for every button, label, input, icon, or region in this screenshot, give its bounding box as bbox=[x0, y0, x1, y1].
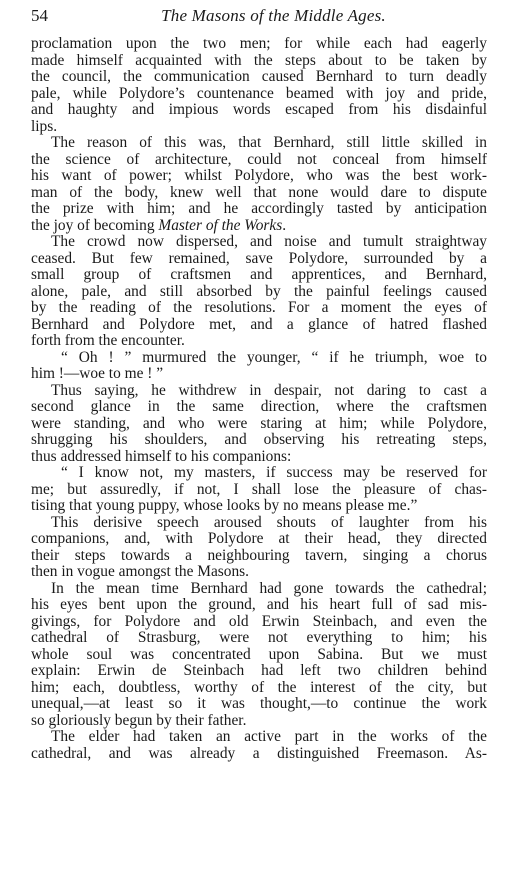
text-line: him !—woe to me ! ” bbox=[31, 365, 164, 382]
running-title: The Masons of the Middle Ages. bbox=[161, 6, 386, 25]
text-line: the prize with him; and he accordingly tasted by anticipation bbox=[31, 200, 487, 217]
text-line: ceased. But few remained, save Polydore, surrounded by a bbox=[31, 249, 487, 267]
text-line: thus addressed himself to his companions: bbox=[31, 447, 292, 465]
text-line: companions, and, with Polydore at their head, they directed bbox=[31, 530, 487, 547]
text-line: givings, for Polydore and old Erwin Steinbach, and even the bbox=[31, 612, 487, 630]
text-line: and haughty and impious words escaped from his disdainful bbox=[31, 101, 487, 118]
text-line: cathedral, and was already a distinguished Freemason. As- bbox=[31, 744, 487, 762]
text-segment: the joy of becoming bbox=[31, 216, 159, 234]
text-line: forth from the encounter. bbox=[31, 332, 185, 349]
text-line: The crowd now dispersed, and noise and tumult straightway bbox=[51, 233, 487, 250]
text-line: the council, the communication caused Bernhard to turn deadly bbox=[31, 68, 487, 85]
text-line: Bernhard and Polydore met, and a glance of hatred flashed bbox=[31, 315, 487, 333]
text-line: shrugging his shoulders, and observing his retreating steps, bbox=[31, 431, 487, 448]
text-line: his want of power; whilst Polydore, who was the best work- bbox=[31, 167, 487, 184]
text-line: unequal,—at least so it was thought,—to continue the work bbox=[31, 695, 487, 712]
text-line: lips. bbox=[31, 117, 58, 135]
text-line: small group of craftsmen and apprentices, and Bernhard, bbox=[31, 266, 487, 283]
italic-phrase: Master of the Works bbox=[158, 216, 283, 234]
running-head bbox=[31, 6, 486, 28]
text-line: the science of architecture, could not conceal from himself bbox=[31, 150, 487, 168]
text-line: by the reading of the resolutions. For a moment the eyes of bbox=[31, 299, 487, 316]
text-line bbox=[31, 218, 487, 235]
text-line: The reason of this was, that Bernhard, still little skilled in bbox=[51, 134, 487, 151]
text-line: In the mean time Bernhard had gone towards the cathedral; bbox=[51, 579, 487, 597]
text-line: Thus saying, he withdrew in despair, not daring to cast a bbox=[51, 381, 487, 399]
text-line: made himself acquainted with the steps about to be taken by bbox=[31, 51, 487, 69]
text-line: whole soul was concentrated upon Sabina. But we must bbox=[31, 645, 487, 663]
text-line: second glance in the same direction, where the craftsmen bbox=[31, 398, 487, 415]
text-line: their steps towards a neighbouring tavern, singing a chorus bbox=[31, 546, 487, 564]
text-line: so gloriously begun by their father. bbox=[31, 711, 247, 729]
page-number: 54 bbox=[31, 6, 48, 25]
text-line: were standing, and who were staring at him; while Polydore, bbox=[31, 414, 487, 432]
text-line: “ Oh ! ” murmured the younger, “ if he triumph, woe to bbox=[61, 348, 487, 366]
text-line: pale, while Polydore’s countenance beamed with joy and pride, bbox=[31, 84, 487, 102]
text-line: tising that young puppy, whose looks by no means please me.” bbox=[31, 497, 418, 514]
text-line: cathedral of Strasburg, were not everything to him; his bbox=[31, 629, 487, 646]
text-line: alone, pale, and still absorbed by the painful feelings caused bbox=[31, 282, 487, 300]
text-line: This derisive speech aroused shouts of laughter from his bbox=[51, 513, 487, 531]
text-line: man of the body, knew well that none would dare to dispute bbox=[31, 183, 487, 201]
text-line: The elder had taken an active part in the works of the bbox=[51, 728, 487, 745]
text-line: me; but assuredly, if not, I shall lose the pleasure of chas- bbox=[31, 480, 487, 498]
text-line: “ I know not, my masters, if success may be reserved for bbox=[61, 464, 487, 481]
text-line: his eyes bent upon the ground, and his heart full of sad mis- bbox=[31, 596, 487, 613]
text-line: then in vogue amongst the Masons. bbox=[31, 563, 250, 580]
body-text bbox=[31, 36, 487, 762]
text-line: him; each, doubtless, worthy of the interest of the city, but bbox=[31, 678, 487, 696]
text-segment: . bbox=[282, 216, 287, 234]
text-line: proclamation upon the two men; for while each had eagerly bbox=[31, 35, 487, 52]
text-line: explain: Erwin de Steinbach had left two children behind bbox=[31, 662, 487, 679]
